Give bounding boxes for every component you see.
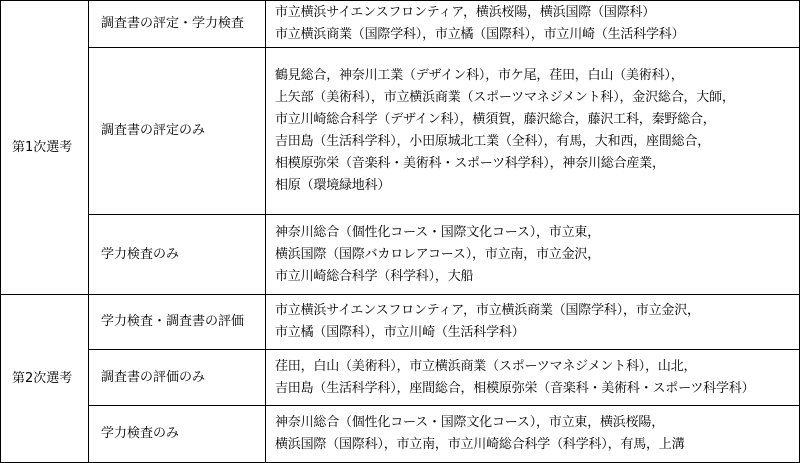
school-line: 相原（環境緑地科） [275,178,391,193]
school-line: 市立川崎総合科学（デザイン科），横須賀，藤沢総合，藤沢工科，秦野総合， [275,112,716,127]
school-line: 相模原弥栄（音楽科・美術科・スポーツ科学科），神奈川総合産業， [275,156,665,171]
method-label: 学力検査のみ [89,215,266,295]
table-row [1,350,800,406]
school-line: 神奈川総合（個性化コース・国際文化コース），市立東， [275,224,601,240]
school-list [266,406,800,463]
school-list [266,1,800,48]
school-list [266,295,800,350]
school-line: 吉田島（生活科学科），座間総合，相模原弥栄（音楽科・美術科・スポーツ科学科） [275,380,755,396]
method-label: 学力検査のみ [89,406,266,463]
method-label: 学力検査・調査書の評価 [89,295,266,350]
table-row [1,215,800,295]
table-row [1,295,800,350]
school-line: 荏田，白山（美術科），市立横浜商業（スポーツマネジメント科），山北， [275,358,697,374]
method-label: 調査書の評定のみ [89,48,266,215]
stage-label-1: 第1次選考 [1,1,89,295]
school-line: 神奈川総合（個性化コース・国際文化コース），市立東，横浜桜陽， [275,415,665,430]
table-row [1,48,800,215]
table-row [1,1,800,48]
table-row [1,406,800,463]
school-line: 市立横浜商業（国際学科），市立橘（国際科），市立川崎（生活科学科） [275,27,685,42]
school-line: 市立川崎総合科学（科学科），大船 [275,268,474,284]
school-line: 市立横浜サイエンスフロンティア，市立横浜商業（国際学科），市立金沢， [275,303,700,318]
method-label: 調査書の評価のみ [89,350,266,406]
method-label: 調査書の評定・学力検査 [89,1,266,48]
school-line: 鶴見総合，神奈川工業（デザイン科），市ケ尾，荏田，白山（美術科）， [275,68,684,83]
school-line: 横浜国際（国際バカロレアコース），市立南，市立金沢， [275,246,601,262]
school-list [266,350,800,406]
school-line: 市立橘（国際科），市立川崎（生活科学科） [275,325,525,340]
stage-label-2: 第2次選考 [1,295,89,463]
school-line: 市立横浜サイエンスフロンティア，横浜桜陽，横浜国際（国際科） [275,5,656,20]
school-line: 吉田島（生活科学科），小田原城北工業（全科），有馬，大和西，座間総合， [275,134,711,149]
school-list [266,215,800,295]
school-list [266,48,800,215]
school-line: 上矢部（美術科），市立横浜商業（スポーツマネジメント科），金沢総合，大師， [275,90,735,105]
school-line: 横浜国際（国際科），市立南，市立川崎総合科学（科学科），有馬，上溝 [275,437,685,452]
